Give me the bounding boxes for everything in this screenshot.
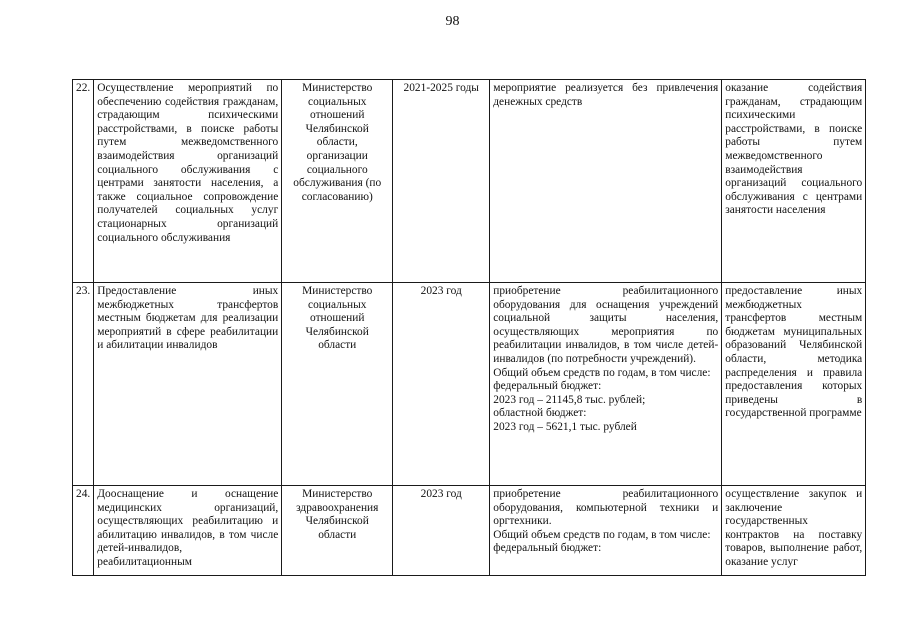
row-number: 23. bbox=[73, 283, 94, 486]
description-clip bbox=[493, 488, 718, 574]
expected-result: предоставление иных межбюджетных трансфертов местным бюджетам муниципальных образований Челябинской области, методика распределения и правила предоставления которых приведены в государственной программе bbox=[722, 283, 866, 486]
measure-name: Осуществление мероприятий по обеспечению содействия гражданам, страдающим психическими расстройствами, в поиске работы путем межведомственного взаимодействия организаций социального обслуживания с центрами занятости населения, а также социальное сопровождение получателей социальных услуг стационарных организаций социального обслуживания bbox=[94, 80, 282, 283]
measure-name bbox=[94, 486, 282, 576]
expected-result: оказание содействия гражданам, страдающим психическими расстройствами, в поиске работы путем межведомственного взаимодействия организаций социального обслуживания с центрами занятости населения bbox=[722, 80, 866, 283]
description-paragraph: Общий объем средств по годам, в том числе: bbox=[493, 528, 711, 541]
implementation-term: 2023 год bbox=[393, 283, 490, 486]
measures-table bbox=[72, 79, 866, 576]
responsible-executor: Министерство социальных отношений Челябинской области, организации социального обслуживания (по согласованию) bbox=[282, 80, 393, 283]
table-row bbox=[73, 486, 866, 576]
measure-description bbox=[490, 283, 722, 486]
implementation-term: 2023 год bbox=[393, 486, 490, 576]
description-paragraph: федеральный бюджет: bbox=[493, 542, 602, 555]
measure-name-text: Дооснащение и оснащение медицинских организаций, осуществляющих реабилитацию и абилитацию инвалидов, в том числе детей-инвалидов, реабилитационным bbox=[97, 488, 279, 568]
description-paragraph: 2023 год – 21145,8 тыс. рублей; bbox=[493, 393, 646, 406]
expected-result bbox=[722, 486, 866, 576]
expected-result-text: осуществление закупок и заключение государственных контрактов на поставку товаров, выполнение работ, оказание услуг bbox=[725, 488, 863, 568]
measure-name: Предоставление иных межбюджетных трансфертов местным бюджетам для реализации мероприятий в сфере реабилитации и абилитации инвалидов bbox=[94, 283, 282, 486]
responsible-executor: Министерство здравоохранения Челябинской области bbox=[282, 486, 393, 576]
description-paragraph: приобретение реабилитационного оборудования, компьютерной техники и оргтехники. bbox=[493, 488, 719, 528]
description-paragraph: 2023 год – 5621,1 тыс. рублей bbox=[493, 420, 637, 433]
implementation-term: 2021-2025 годы bbox=[393, 80, 490, 283]
page-number: 98 bbox=[445, 14, 460, 29]
responsible-executor: Министерство социальных отношений Челябинской области bbox=[282, 283, 393, 486]
measure-description bbox=[490, 80, 722, 283]
description-paragraph: приобретение реабилитационного оборудования для оснащения учреждений социальной защиты населения, осуществляющих мероприятия по реабилитации инвалидов, в том числе детей-инвалидов (по потребности учреждений). bbox=[493, 285, 719, 365]
description-paragraph: федеральный бюджет: bbox=[493, 380, 602, 393]
description-paragraph: мероприятие реализуется без привлечения денежных средств bbox=[493, 82, 719, 108]
row-number: 22. bbox=[73, 80, 94, 283]
table-row bbox=[73, 283, 866, 486]
row-number: 24. bbox=[73, 486, 94, 576]
description-paragraph: Общий объем средств по годам, в том числе: bbox=[493, 366, 711, 379]
measure-description bbox=[490, 486, 722, 576]
table-row bbox=[73, 80, 866, 283]
description-paragraph: областной бюджет: bbox=[493, 407, 587, 420]
